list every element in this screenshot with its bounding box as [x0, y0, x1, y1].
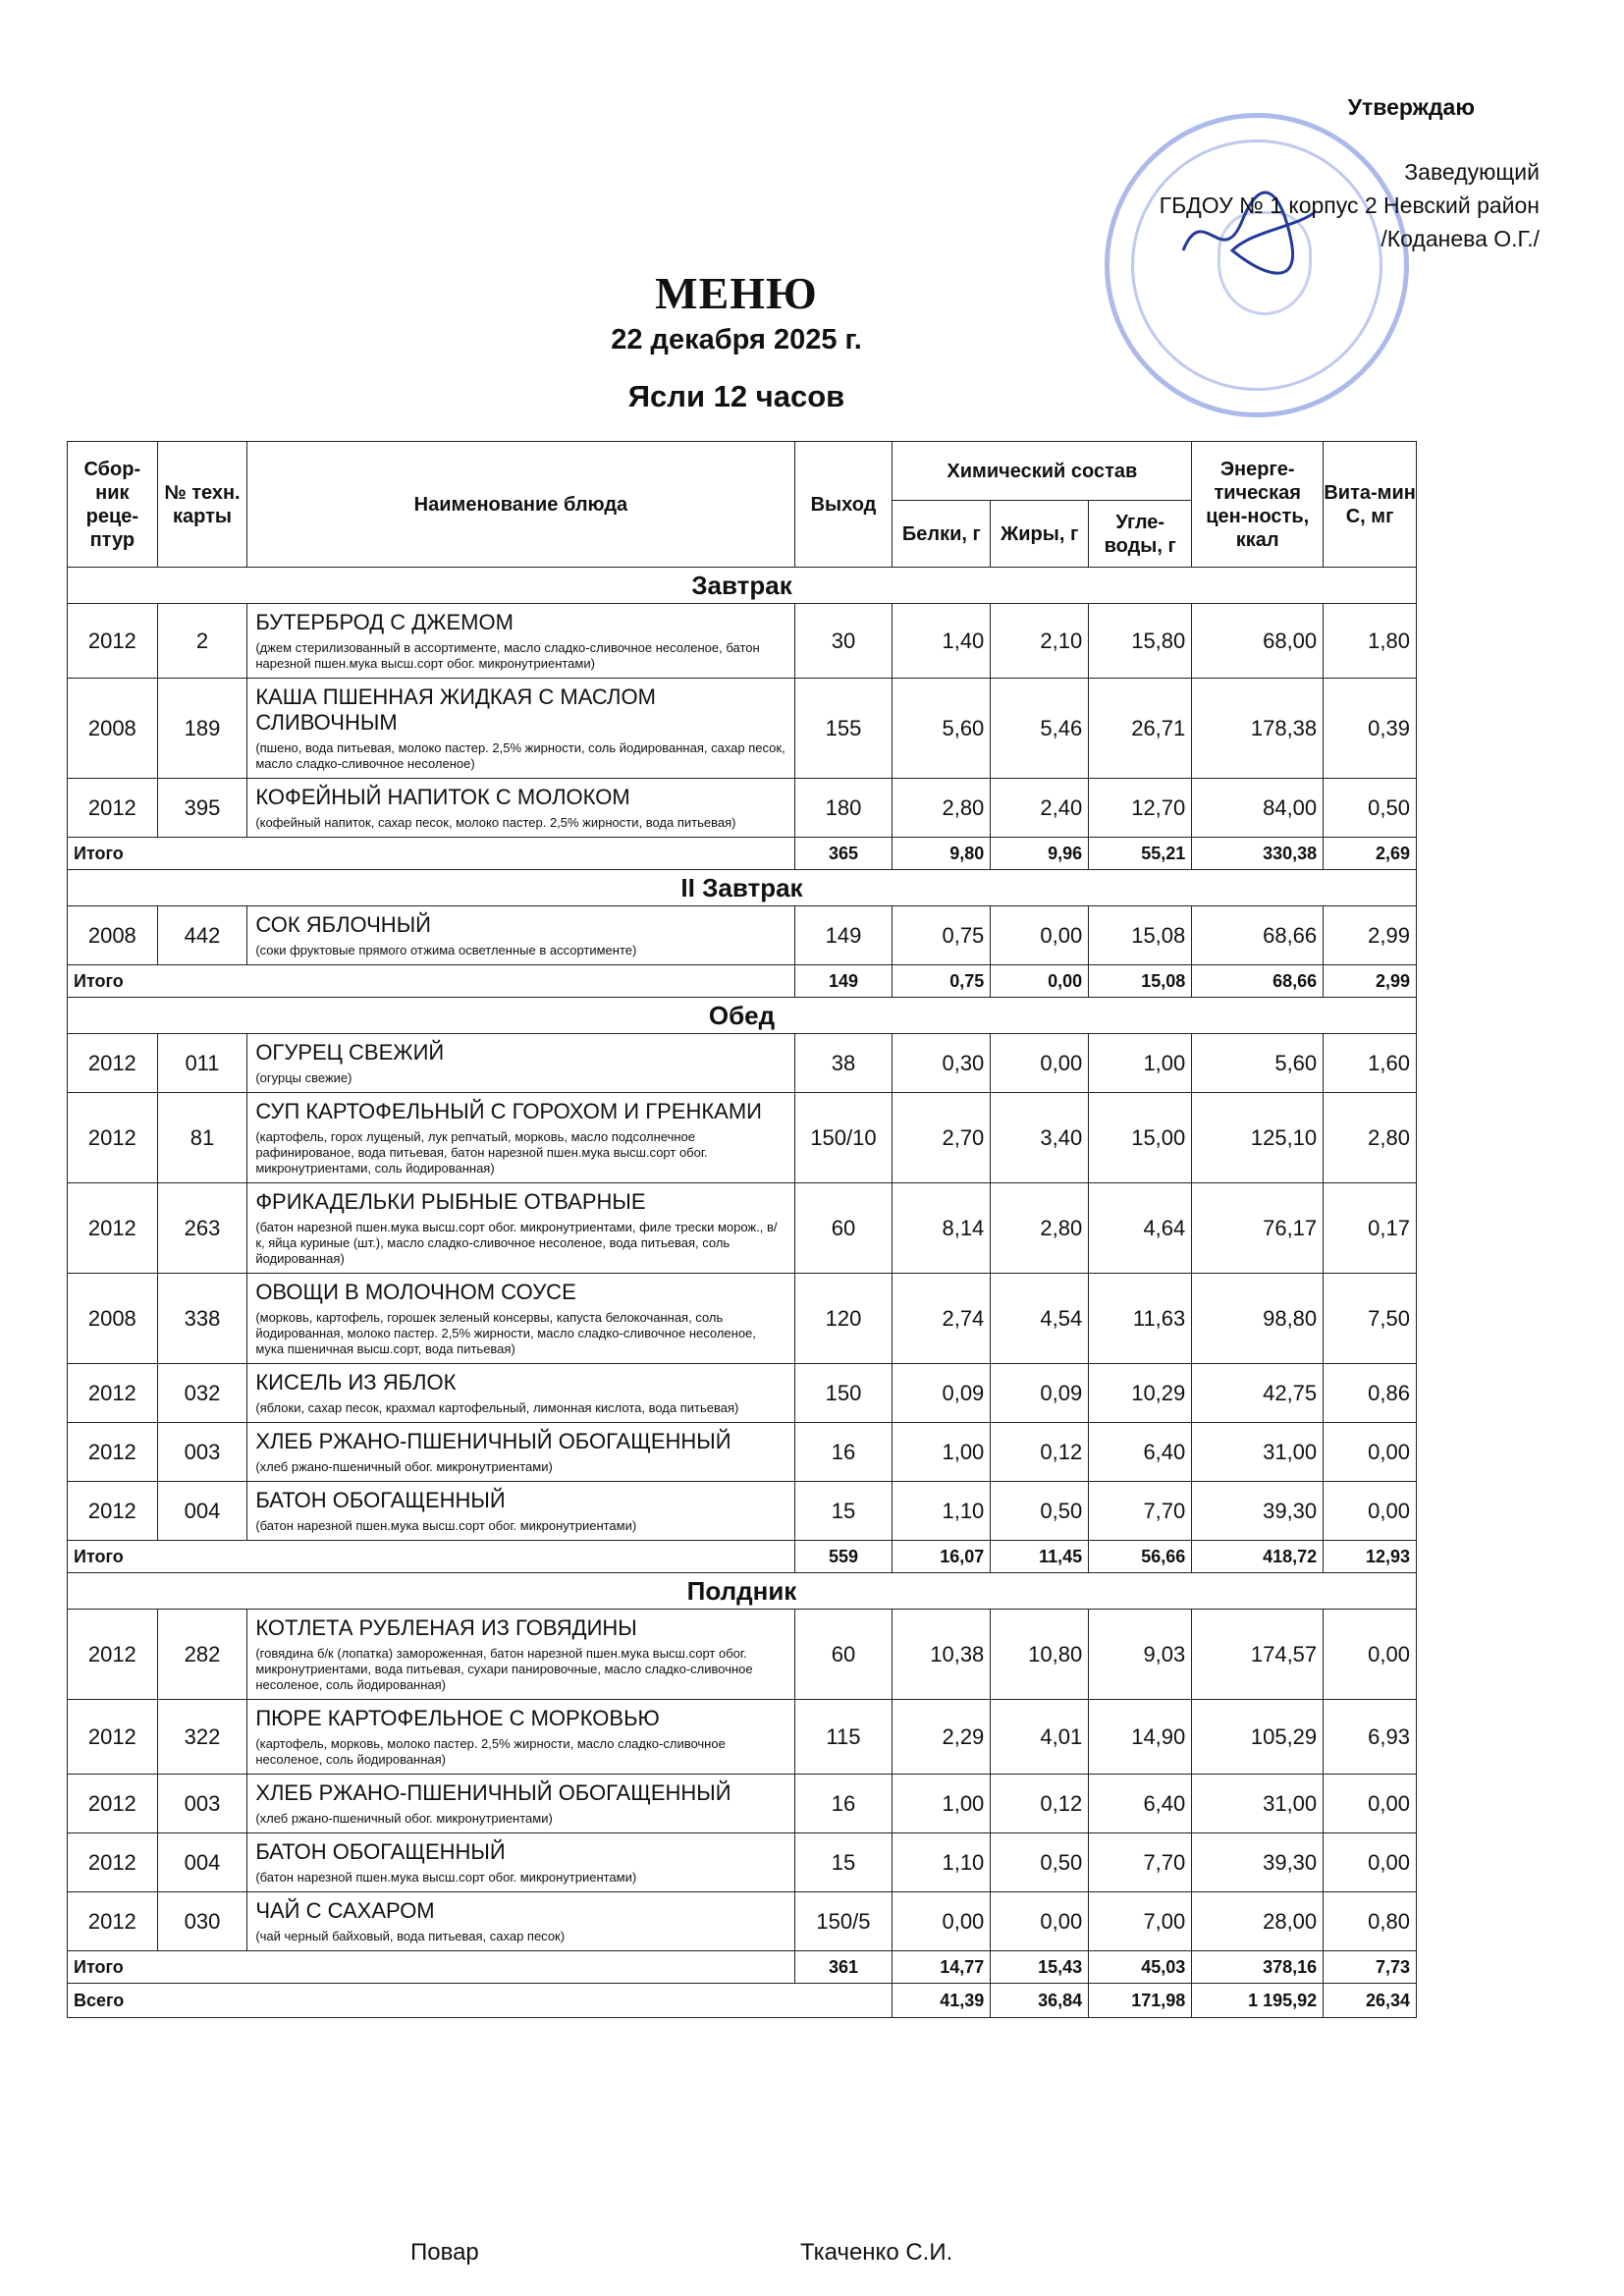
- card-cell: 395: [157, 779, 247, 838]
- dish-name: БУТЕРБРОД С ДЖЕМОМ: [255, 610, 514, 634]
- grand-total-row: [68, 1984, 1417, 2018]
- table-row: [68, 1364, 1417, 1423]
- card-cell: 004: [157, 1833, 247, 1892]
- total-row: [68, 1951, 1417, 1984]
- page-title: МЕНЮ: [655, 268, 818, 318]
- card-cell: 003: [157, 1775, 247, 1833]
- protein-cell: 0,00: [893, 1892, 991, 1951]
- energy-cell: 31,00: [1192, 1775, 1324, 1833]
- header-vitc: Вита-мин С, мг: [1324, 442, 1417, 568]
- section-title: Обед: [68, 998, 1417, 1034]
- table-row: [68, 604, 1417, 679]
- approval-block: [1029, 90, 1540, 255]
- fat-cell: 4,54: [991, 1274, 1089, 1364]
- header-energy: Энерге-тическая цен-ность, ккал: [1192, 442, 1324, 568]
- table-row: [68, 1423, 1417, 1482]
- vitc-cell: 1,80: [1324, 604, 1417, 679]
- fat-cell: 0,12: [991, 1775, 1089, 1833]
- approval-position: Заведующий: [1404, 159, 1540, 185]
- dish-cell: [247, 1423, 794, 1482]
- dish-cell: [247, 1274, 794, 1364]
- total-fat: 0,00: [991, 965, 1089, 998]
- carb-cell: 1,00: [1089, 1034, 1192, 1093]
- carb-cell: 7,70: [1089, 1482, 1192, 1541]
- output-cell: 180: [794, 779, 893, 838]
- energy-cell: 5,60: [1192, 1034, 1324, 1093]
- total-vitc: 2,69: [1324, 838, 1417, 870]
- cook-role: Повар: [410, 2239, 479, 2266]
- menu-group: Ясли 12 часов: [627, 379, 845, 413]
- section-header: [68, 1573, 1417, 1610]
- dish-ingredients: (яблоки, сахар песок, крахмал картофельный, лимонная кислота, вода питьевая): [255, 1400, 739, 1415]
- dish-ingredients: (батон нарезной пшен.мука высш.сорт обог. микронутриентами, филе трески морож., в/к, яйца куриные (шт.), масло сладко-сливочное несоленое, вода питьевая, соль йодированная): [255, 1220, 778, 1266]
- energy-cell: 39,30: [1192, 1482, 1324, 1541]
- dish-name: ФРИКАДЕЛЬКИ РЫБНЫЕ ОТВАРНЫЕ: [255, 1189, 646, 1214]
- output-cell: 30: [794, 604, 893, 679]
- collection-cell: 2012: [68, 1700, 158, 1775]
- dish-cell: [247, 1892, 794, 1951]
- card-cell: 338: [157, 1274, 247, 1364]
- energy-cell: 174,57: [1192, 1610, 1324, 1700]
- total-vitc: 2,99: [1324, 965, 1417, 998]
- vitc-cell: 7,50: [1324, 1274, 1417, 1364]
- fat-cell: 4,01: [991, 1700, 1089, 1775]
- total-output: 365: [794, 838, 893, 870]
- collection-cell: 2012: [68, 1833, 158, 1892]
- table-row: [68, 1833, 1417, 1892]
- header-carb: Угле-воды, г: [1089, 501, 1192, 568]
- cook-name: Ткаченко С.И.: [800, 2239, 953, 2266]
- dish-name: БАТОН ОБОГАЩЕННЫЙ: [255, 1488, 506, 1512]
- card-cell: 322: [157, 1700, 247, 1775]
- collection-cell: 2008: [68, 679, 158, 779]
- vitc-cell: 0,00: [1324, 1610, 1417, 1700]
- protein-cell: 1,40: [893, 604, 991, 679]
- approval-organization: ГБДОУ № 1 корпус 2 Невский район: [1159, 192, 1540, 218]
- carb-cell: 15,80: [1089, 604, 1192, 679]
- total-label: Итого: [68, 838, 795, 870]
- carb-cell: 26,71: [1089, 679, 1192, 779]
- dish-name: ОВОЩИ В МОЛОЧНОМ СОУСЕ: [255, 1280, 576, 1304]
- dish-name: ХЛЕБ РЖАНО-ПШЕНИЧНЫЙ ОБОГАЩЕННЫЙ: [255, 1780, 731, 1805]
- dish-name: ОГУРЕЦ СВЕЖИЙ: [255, 1040, 445, 1065]
- protein-cell: 5,60: [893, 679, 991, 779]
- output-cell: 16: [794, 1423, 893, 1482]
- output-cell: 149: [794, 906, 893, 965]
- dish-ingredients: (огурцы свежие): [255, 1070, 352, 1085]
- dish-ingredients: (батон нарезной пшен.мука высш.сорт обог. микронутриентами): [255, 1870, 637, 1885]
- dish-ingredients: (кофейный напиток, сахар песок, молоко пастер. 2,5% жирности, вода питьевая): [255, 815, 736, 830]
- header-dish: Наименование блюда: [247, 442, 794, 568]
- collection-cell: 2012: [68, 1610, 158, 1700]
- table-row: [68, 779, 1417, 838]
- total-carb: 55,21: [1089, 838, 1192, 870]
- energy-cell: 39,30: [1192, 1833, 1324, 1892]
- header-protein: Белки, г: [893, 501, 991, 568]
- table-row: [68, 1892, 1417, 1951]
- table-row: [68, 1093, 1417, 1183]
- card-cell: 263: [157, 1183, 247, 1274]
- grand-total-label: Всего: [68, 1984, 893, 2018]
- card-cell: 032: [157, 1364, 247, 1423]
- protein-cell: 1,10: [893, 1833, 991, 1892]
- total-label: Итого: [68, 1951, 795, 1984]
- protein-cell: 0,75: [893, 906, 991, 965]
- header-output: Выход: [794, 442, 893, 568]
- table-row: [68, 679, 1417, 779]
- vitc-cell: 2,80: [1324, 1093, 1417, 1183]
- dish-ingredients: (чай черный байховый, вода питьевая, сахар песок): [255, 1929, 566, 1943]
- collection-cell: 2012: [68, 1423, 158, 1482]
- menu-date: 22 декабря 2025 г.: [611, 324, 862, 355]
- energy-cell: 76,17: [1192, 1183, 1324, 1274]
- table-row: [68, 1183, 1417, 1274]
- output-cell: 60: [794, 1610, 893, 1700]
- carb-cell: 7,00: [1089, 1892, 1192, 1951]
- total-fat: 9,96: [991, 838, 1089, 870]
- card-cell: 004: [157, 1482, 247, 1541]
- total-protein: 9,80: [893, 838, 991, 870]
- collection-cell: 2012: [68, 604, 158, 679]
- carb-cell: 4,64: [1089, 1183, 1192, 1274]
- total-carb: 56,66: [1089, 1541, 1192, 1573]
- dish-name: БАТОН ОБОГАЩЕННЫЙ: [255, 1839, 506, 1864]
- total-vitc: 12,93: [1324, 1541, 1417, 1573]
- table-row: [68, 1482, 1417, 1541]
- table-row: [68, 906, 1417, 965]
- dish-name: ПЮРЕ КАРТОФЕЛЬНОЕ С МОРКОВЬЮ: [255, 1706, 660, 1730]
- collection-cell: 2012: [68, 1034, 158, 1093]
- vitc-cell: 1,60: [1324, 1034, 1417, 1093]
- collection-cell: 2012: [68, 1775, 158, 1833]
- total-fat: 15,43: [991, 1951, 1089, 1984]
- vitc-cell: 2,99: [1324, 906, 1417, 965]
- card-cell: 442: [157, 906, 247, 965]
- collection-cell: 2008: [68, 1274, 158, 1364]
- output-cell: 115: [794, 1700, 893, 1775]
- dish-cell: [247, 1093, 794, 1183]
- dish-ingredients: (хлеб ржано-пшеничный обог. микронутриентами): [255, 1459, 553, 1474]
- grand-protein: 41,39: [893, 1984, 991, 2018]
- dish-cell: [247, 1482, 794, 1541]
- dish-ingredients: (пшено, вода питьевая, молоко пастер. 2,5% жирности, соль йодированная, сахар песок, масло сладко-сливочное несоленое): [255, 740, 785, 771]
- fat-cell: 3,40: [991, 1093, 1089, 1183]
- vitc-cell: 0,17: [1324, 1183, 1417, 1274]
- collection-cell: 2012: [68, 1183, 158, 1274]
- protein-cell: 2,29: [893, 1700, 991, 1775]
- total-energy: 378,16: [1192, 1951, 1324, 1984]
- total-carb: 15,08: [1089, 965, 1192, 998]
- fat-cell: 0,50: [991, 1833, 1089, 1892]
- fat-cell: 5,46: [991, 679, 1089, 779]
- dish-name: СОК ЯБЛОЧНЫЙ: [255, 912, 431, 937]
- vitc-cell: 0,39: [1324, 679, 1417, 779]
- vitc-cell: 0,80: [1324, 1892, 1417, 1951]
- carb-cell: 12,70: [1089, 779, 1192, 838]
- dish-name: ХЛЕБ РЖАНО-ПШЕНИЧНЫЙ ОБОГАЩЕННЫЙ: [255, 1429, 731, 1453]
- dish-cell: [247, 1700, 794, 1775]
- energy-cell: 178,38: [1192, 679, 1324, 779]
- energy-cell: 42,75: [1192, 1364, 1324, 1423]
- dish-cell: [247, 1833, 794, 1892]
- dish-cell: [247, 906, 794, 965]
- collection-cell: 2012: [68, 1892, 158, 1951]
- header-collection: Сбор-ник реце-птур: [68, 442, 158, 568]
- output-cell: 15: [794, 1482, 893, 1541]
- dish-name: КИСЕЛЬ ИЗ ЯБЛОК: [255, 1370, 457, 1394]
- header-card: № техн. карты: [157, 442, 247, 568]
- dish-name: КОФЕЙНЫЙ НАПИТОК С МОЛОКОМ: [255, 785, 630, 809]
- protein-cell: 2,74: [893, 1274, 991, 1364]
- collection-cell: 2012: [68, 779, 158, 838]
- energy-cell: 68,66: [1192, 906, 1324, 965]
- protein-cell: 2,80: [893, 779, 991, 838]
- total-energy: 330,38: [1192, 838, 1324, 870]
- fat-cell: 0,00: [991, 906, 1089, 965]
- output-cell: 60: [794, 1183, 893, 1274]
- section-title: Завтрак: [68, 568, 1417, 604]
- dish-ingredients: (морковь, картофель, горошек зеленый консервы, капуста белокочанная, соль йодированная, молоко пастер. 2,5% жирности, масло сладко-сливочное несоленое, мука пшеничная высш.сорт, вода питьевая): [255, 1310, 756, 1356]
- energy-cell: 31,00: [1192, 1423, 1324, 1482]
- dish-ingredients: (говядина б/к (лопатка) замороженная, батон нарезной пшен.мука высш.сорт обог. микронутриентами, вода питьевая, сухари панировочные, масло сладко-сливочное несоленое, соль йодированная): [255, 1646, 753, 1692]
- protein-cell: 0,30: [893, 1034, 991, 1093]
- protein-cell: 1,10: [893, 1482, 991, 1541]
- dish-cell: [247, 1364, 794, 1423]
- protein-cell: 2,70: [893, 1093, 991, 1183]
- carb-cell: 15,08: [1089, 906, 1192, 965]
- grand-carb: 171,98: [1089, 1984, 1192, 2018]
- total-label: Итого: [68, 965, 795, 998]
- total-carb: 45,03: [1089, 1951, 1192, 1984]
- total-output: 361: [794, 1951, 893, 1984]
- output-cell: 155: [794, 679, 893, 779]
- collection-cell: 2012: [68, 1482, 158, 1541]
- carb-cell: 15,00: [1089, 1093, 1192, 1183]
- vitc-cell: 0,00: [1324, 1482, 1417, 1541]
- card-cell: 030: [157, 1892, 247, 1951]
- section-header: [68, 568, 1417, 604]
- dish-name: ЧАЙ С САХАРОМ: [255, 1898, 435, 1923]
- carb-cell: 11,63: [1089, 1274, 1192, 1364]
- fat-cell: 10,80: [991, 1610, 1089, 1700]
- dish-ingredients: (картофель, горох лущеный, лук репчатый, морковь, масло подсолнечное рафинированое, вода питьевая, батон нарезной пшен.мука высш.сорт обог. микронутриентами, соль йодированная): [255, 1129, 708, 1175]
- card-cell: 189: [157, 679, 247, 779]
- protein-cell: 1,00: [893, 1423, 991, 1482]
- dish-cell: [247, 1610, 794, 1700]
- carb-cell: 6,40: [1089, 1775, 1192, 1833]
- output-cell: 150/5: [794, 1892, 893, 1951]
- total-fat: 11,45: [991, 1541, 1089, 1573]
- vitc-cell: 0,00: [1324, 1423, 1417, 1482]
- carb-cell: 7,70: [1089, 1833, 1192, 1892]
- vitc-cell: 0,00: [1324, 1833, 1417, 1892]
- grand-energy: 1 195,92: [1192, 1984, 1324, 2018]
- total-vitc: 7,73: [1324, 1951, 1417, 1984]
- output-cell: 38: [794, 1034, 893, 1093]
- output-cell: 16: [794, 1775, 893, 1833]
- grand-fat: 36,84: [991, 1984, 1089, 2018]
- total-row: [68, 1541, 1417, 1573]
- total-protein: 0,75: [893, 965, 991, 998]
- vitc-cell: 6,93: [1324, 1700, 1417, 1775]
- carb-cell: 6,40: [1089, 1423, 1192, 1482]
- approval-person: /Коданева О.Г./: [1380, 226, 1540, 251]
- collection-cell: 2008: [68, 906, 158, 965]
- approval-word: Утверждаю: [1347, 94, 1475, 120]
- dish-cell: [247, 779, 794, 838]
- total-row: [68, 965, 1417, 998]
- dish-ingredients: (соки фруктовые прямого отжима осветленные в ассортименте): [255, 943, 637, 957]
- section-title: Полдник: [68, 1573, 1417, 1610]
- output-cell: 150/10: [794, 1093, 893, 1183]
- section-header: [68, 870, 1417, 906]
- total-energy: 418,72: [1192, 1541, 1324, 1573]
- output-cell: 120: [794, 1274, 893, 1364]
- dish-cell: [247, 1775, 794, 1833]
- energy-cell: 125,10: [1192, 1093, 1324, 1183]
- table-row: [68, 1274, 1417, 1364]
- header-chem: Химический состав: [893, 442, 1192, 501]
- total-energy: 68,66: [1192, 965, 1324, 998]
- fat-cell: 0,00: [991, 1034, 1089, 1093]
- vitc-cell: 0,50: [1324, 779, 1417, 838]
- dish-ingredients: (батон нарезной пшен.мука высш.сорт обог. микронутриентами): [255, 1518, 637, 1533]
- menu-table: [67, 441, 1417, 2018]
- output-cell: 15: [794, 1833, 893, 1892]
- protein-cell: 8,14: [893, 1183, 991, 1274]
- total-label: Итого: [68, 1541, 795, 1573]
- dish-cell: [247, 1183, 794, 1274]
- section-title: II Завтрак: [68, 870, 1417, 906]
- dish-name: СУП КАРТОФЕЛЬНЫЙ С ГОРОХОМ И ГРЕНКАМИ: [255, 1099, 762, 1123]
- protein-cell: 0,09: [893, 1364, 991, 1423]
- total-row: [68, 838, 1417, 870]
- vitc-cell: 0,00: [1324, 1775, 1417, 1833]
- dish-cell: [247, 604, 794, 679]
- card-cell: 282: [157, 1610, 247, 1700]
- dish-name: КОТЛЕТА РУБЛЕНАЯ ИЗ ГОВЯДИНЫ: [255, 1615, 637, 1640]
- protein-cell: 1,00: [893, 1775, 991, 1833]
- collection-cell: 2012: [68, 1364, 158, 1423]
- card-cell: 81: [157, 1093, 247, 1183]
- grand-vitc: 26,34: [1324, 1984, 1417, 2018]
- energy-cell: 105,29: [1192, 1700, 1324, 1775]
- card-cell: 003: [157, 1423, 247, 1482]
- table-row: [68, 1775, 1417, 1833]
- dish-ingredients: (хлеб ржано-пшеничный обог. микронутриентами): [255, 1811, 553, 1826]
- dish-ingredients: (картофель, морковь, молоко пастер. 2,5% жирности, масло сладко-сливочное несоленое, соль йодированная): [255, 1736, 726, 1767]
- fat-cell: 0,50: [991, 1482, 1089, 1541]
- table-row: [68, 1610, 1417, 1700]
- collection-cell: 2012: [68, 1093, 158, 1183]
- dish-cell: [247, 1034, 794, 1093]
- energy-cell: 84,00: [1192, 779, 1324, 838]
- table-row: [68, 1700, 1417, 1775]
- fat-cell: 2,10: [991, 604, 1089, 679]
- total-output: 559: [794, 1541, 893, 1573]
- carb-cell: 10,29: [1089, 1364, 1192, 1423]
- header-fat: Жиры, г: [991, 501, 1089, 568]
- fat-cell: 2,40: [991, 779, 1089, 838]
- energy-cell: 98,80: [1192, 1274, 1324, 1364]
- total-output: 149: [794, 965, 893, 998]
- card-cell: 011: [157, 1034, 247, 1093]
- table-row: [68, 1034, 1417, 1093]
- section-header: [68, 998, 1417, 1034]
- output-cell: 150: [794, 1364, 893, 1423]
- total-protein: 14,77: [893, 1951, 991, 1984]
- carb-cell: 9,03: [1089, 1610, 1192, 1700]
- fat-cell: 0,09: [991, 1364, 1089, 1423]
- carb-cell: 14,90: [1089, 1700, 1192, 1775]
- energy-cell: 28,00: [1192, 1892, 1324, 1951]
- card-cell: 2: [157, 604, 247, 679]
- dish-cell: [247, 679, 794, 779]
- fat-cell: 0,00: [991, 1892, 1089, 1951]
- protein-cell: 10,38: [893, 1610, 991, 1700]
- dish-ingredients: (джем стерилизованный в ассортименте, масло сладко-сливочное несоленое, батон нарезной пшен.мука высш.сорт обог. микронутриентами): [255, 640, 760, 671]
- fat-cell: 2,80: [991, 1183, 1089, 1274]
- dish-name: КАША ПШЕННАЯ ЖИДКАЯ С МАСЛОМ СЛИВОЧНЫМ: [255, 684, 656, 735]
- vitc-cell: 0,86: [1324, 1364, 1417, 1423]
- total-protein: 16,07: [893, 1541, 991, 1573]
- fat-cell: 0,12: [991, 1423, 1089, 1482]
- energy-cell: 68,00: [1192, 604, 1324, 679]
